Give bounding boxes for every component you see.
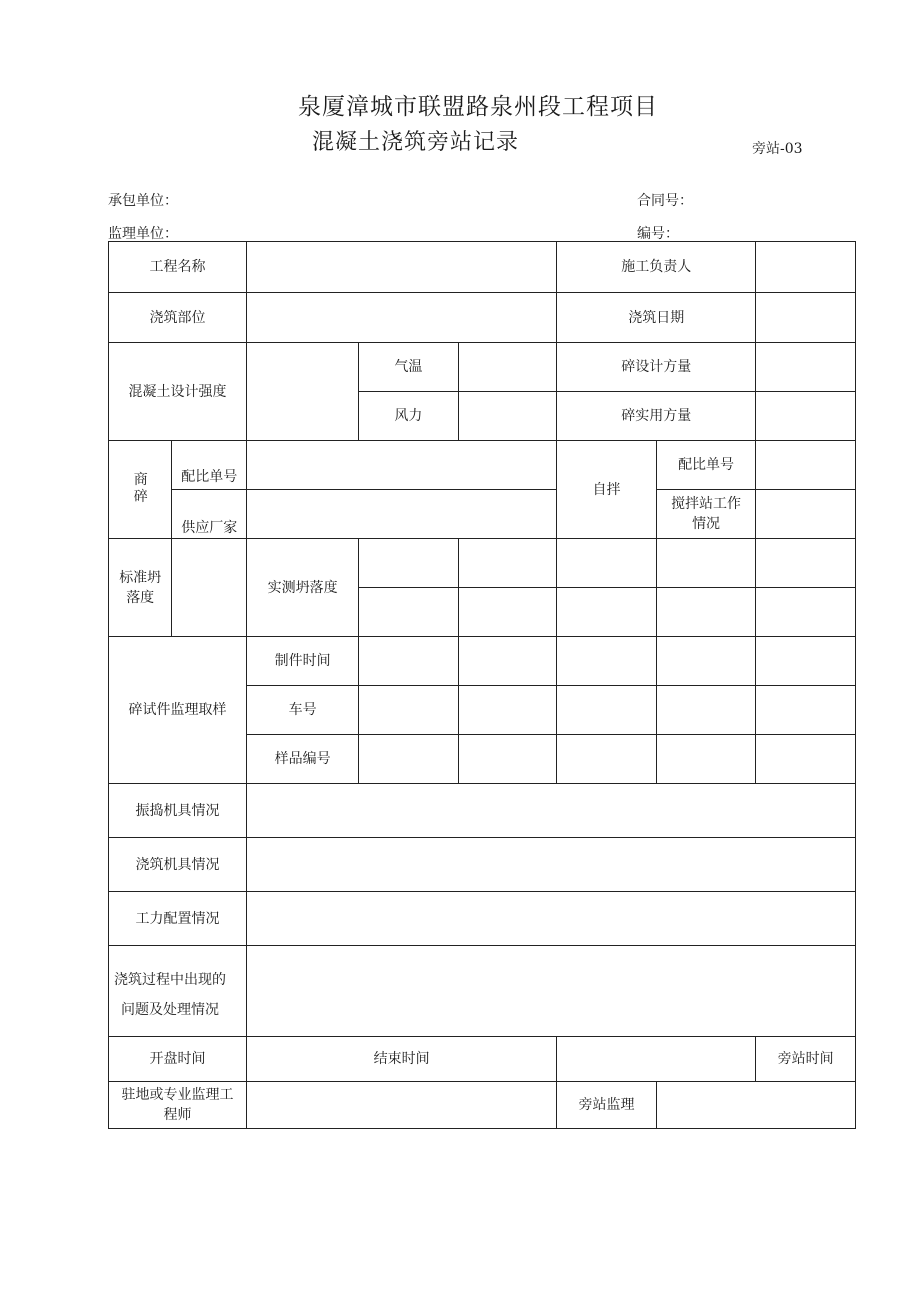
- end-time-label: 结束时间: [247, 1037, 557, 1082]
- measured-slump-label: 实测坍落度: [247, 539, 359, 637]
- design-strength-label: 混凝土设计强度: [109, 343, 247, 441]
- slump-cell[interactable]: [756, 588, 856, 637]
- pouring-equipment-label: 浇筑机具情况: [109, 838, 247, 892]
- design-volume-value[interactable]: [756, 343, 856, 392]
- end-time-value[interactable]: [557, 1037, 756, 1082]
- pour-location-label: 浇筑部位: [109, 293, 247, 343]
- standard-slump-value[interactable]: [172, 539, 247, 637]
- labor-label: 工力配置情况: [109, 892, 247, 946]
- mix-no-value[interactable]: [247, 441, 557, 490]
- self-mix-label: 自拌: [557, 441, 657, 539]
- supplier-label: 供应厂家: [172, 490, 247, 539]
- wind-label: 风力: [359, 392, 459, 441]
- serial-no-label: 编号：: [637, 226, 679, 242]
- sample-cell[interactable]: [756, 735, 856, 784]
- sample-cell[interactable]: [756, 637, 856, 686]
- slump-cell[interactable]: [458, 539, 556, 588]
- wind-value[interactable]: [458, 392, 556, 441]
- slump-cell[interactable]: [458, 588, 556, 637]
- pour-date-label: 浇筑日期: [557, 293, 756, 343]
- sampling-label: 碎试件监理取样: [109, 637, 247, 784]
- slump-cell[interactable]: [359, 588, 459, 637]
- supervision-time-label: 旁站时间: [756, 1037, 856, 1082]
- site-supervisor-value[interactable]: [656, 1082, 855, 1129]
- contract-no-label: 合同号：: [637, 193, 693, 209]
- project-name-value[interactable]: [247, 242, 557, 293]
- pouring-equipment-value[interactable]: [247, 838, 856, 892]
- slump-cell[interactable]: [656, 539, 756, 588]
- mixing-station-value[interactable]: [756, 490, 856, 539]
- sample-cell[interactable]: [557, 735, 657, 784]
- construction-lead-label: 施工负责人: [557, 242, 756, 293]
- standard-slump-label: 标准坍落度: [109, 539, 172, 637]
- pour-location-value[interactable]: [247, 293, 557, 343]
- supervisor-label: 监理单位：: [108, 226, 178, 242]
- vibration-equipment-value[interactable]: [247, 784, 856, 838]
- vehicle-no-label: 车号: [247, 686, 359, 735]
- construction-lead-value[interactable]: [756, 242, 856, 293]
- slump-cell[interactable]: [656, 588, 756, 637]
- make-time-label: 制件时间: [247, 637, 359, 686]
- sample-cell[interactable]: [359, 686, 459, 735]
- labor-value[interactable]: [247, 892, 856, 946]
- form-number: 旁站-03: [752, 141, 803, 157]
- sample-cell[interactable]: [458, 637, 556, 686]
- design-strength-value[interactable]: [247, 343, 359, 441]
- temperature-value[interactable]: [458, 343, 556, 392]
- temperature-label: 气温: [359, 343, 459, 392]
- sample-cell[interactable]: [557, 637, 657, 686]
- problems-value[interactable]: [247, 946, 856, 1037]
- mixing-station-label: 搅拌站工作情况: [656, 490, 756, 539]
- self-mix-no-label: 配比单号: [656, 441, 756, 490]
- sample-cell[interactable]: [359, 735, 459, 784]
- slump-cell[interactable]: [359, 539, 459, 588]
- sample-cell[interactable]: [656, 686, 756, 735]
- problems-label: 浇筑过程中出现的问题及处理情况: [109, 946, 247, 1037]
- sample-cell[interactable]: [359, 637, 459, 686]
- start-time-label: 开盘时间: [109, 1037, 247, 1082]
- site-supervisor-label: 旁站监理: [557, 1082, 657, 1129]
- record-table: [108, 241, 856, 1129]
- resident-engineer-value[interactable]: [247, 1082, 557, 1129]
- sample-cell[interactable]: [756, 686, 856, 735]
- actual-volume-label: 碎实用方量: [557, 392, 756, 441]
- design-volume-label: 碎设计方量: [557, 343, 756, 392]
- supplier-value[interactable]: [247, 490, 557, 539]
- sample-cell[interactable]: [458, 735, 556, 784]
- project-title: 泉厦漳城市联盟路泉州段工程项目: [298, 94, 658, 120]
- self-mix-no-value[interactable]: [756, 441, 856, 490]
- actual-volume-value[interactable]: [756, 392, 856, 441]
- sample-cell[interactable]: [656, 637, 756, 686]
- mix-no-label: 配比单号: [172, 441, 247, 490]
- slump-cell[interactable]: [557, 588, 657, 637]
- slump-cell[interactable]: [557, 539, 657, 588]
- sample-cell[interactable]: [458, 686, 556, 735]
- commercial-concrete-label: 商碎: [109, 441, 172, 539]
- contractor-label: 承包单位：: [108, 193, 178, 209]
- sample-no-label: 样品编号: [247, 735, 359, 784]
- sample-cell[interactable]: [557, 686, 657, 735]
- resident-engineer-label: 驻地或专业监理工程师: [109, 1082, 247, 1129]
- pour-date-value[interactable]: [756, 293, 856, 343]
- record-title: 混凝土浇筑旁站记录: [312, 130, 520, 155]
- project-name-label: 工程名称: [109, 242, 247, 293]
- sample-cell[interactable]: [656, 735, 756, 784]
- slump-cell[interactable]: [756, 539, 856, 588]
- vibration-equipment-label: 振捣机具情况: [109, 784, 247, 838]
